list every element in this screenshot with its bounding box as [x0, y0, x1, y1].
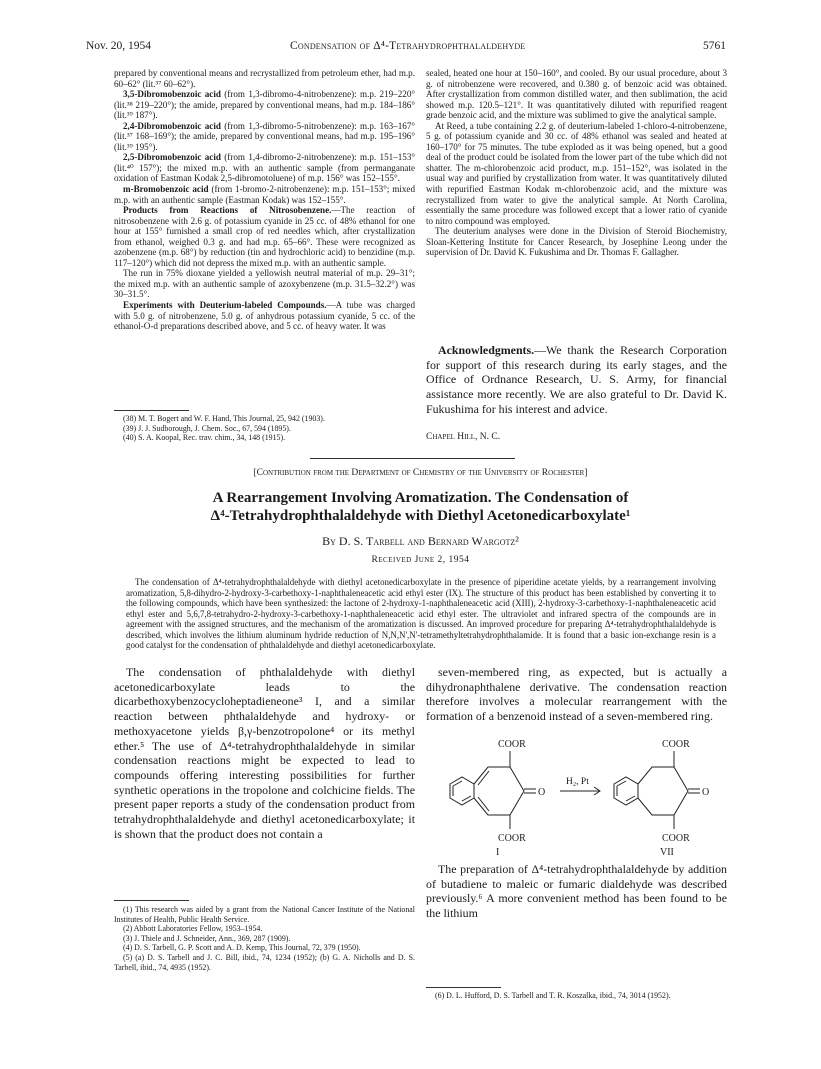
compound-label-i: I: [496, 847, 500, 857]
paragraph-text: (from 1,4-dibromo-2-nitrobenzene): m.p. 151–153° (lit.⁴⁰ 157°); the mixed m.p. with an authentic sample (from permanganate oxidation of Eastman Kodak 2,5-dibromotoluene) of m.p. 156° was 152–155°.: [114, 152, 416, 184]
section-divider: [310, 458, 515, 459]
substituent-label: COOR: [662, 833, 690, 844]
authors: By D. S. Tarbell and Bernard Wargotz²: [322, 534, 519, 548]
seven-membered-ring: [474, 767, 524, 815]
body-right-2: [426, 862, 727, 921]
abstract-text: The condensation of Δ⁴-tetrahydrophthalaldehyde with diethyl acetonedicarboxylate in the presence of piperidine acetate yields, by a rearrangement involving aromatization, 5,8-dihydro-2-hydroxy-3-carbethoxy-1-naphthaleneacetic acid ethyl ester (IX). The structure of this product has been established by converting it to the following compounds, which have been synthesized: the lactone of 2-hydroxy-1-naphthaleneacetic acid (XIII), 2-hydroxy-3-carbethoxy-1-naphthaleneacetic acid ethyl ester and 5,6,7,8-tetrahydro-2-hydroxy-3-carbethoxy-1-naphthaleneacetic acid ethyl ester. The ultraviolet and infrared spectra of the compounds are in agreement with the assigned structures, and the mechanism of the aromatization is discussed. An improved procedure for preparing Δ⁴-tetrahydrophthalaldehyde is described, which involves the lithium aluminum hydride reduction of N,N,N',N'-tetramethyltetrahydrophthalamide. It is found that a basic ion-exchange resin is a good catalyst for the condensation of phthalaldehyde and diethyl acetonedicarboxylate.: [126, 577, 716, 650]
abstract: [126, 577, 716, 651]
compound-name: 2,4-Dibromobenzoic acid: [123, 120, 221, 131]
footnotes-left: [114, 905, 415, 972]
paragraph: The deuterium analyses were done in the Division of Steroid Biochemistry, Sloan-Kettering Institute for Cancer Research, by Josephine Leong under the supervision of Dr. David K. Fukushima and Dr. Thomas F. Gallagher.: [426, 226, 727, 258]
paragraph: prepared by conventional means and recrystallized from petroleum ether, had m.p. 60–62° (lit.³⁷ 60–62°).: [114, 68, 415, 89]
substituent-label: COOR: [498, 739, 526, 750]
paragraph: seven-membered ring, as expected, but is actually a dihydronaphthalene derivative. The condensation reaction therefore involves a molecular rearrangement with the formation of a benzenoid instead of a seven-membered ring.: [426, 665, 727, 724]
oxygen-label: O: [702, 787, 710, 798]
right-column-continuation: [426, 68, 727, 258]
footnote: (2) Abbott Laboratories Fellow, 1953–1954.: [123, 924, 263, 934]
paragraph: sealed, heated one hour at 150–160°, and cooled. By our usual procedure, about 3 g. of nitrobenzene were recovered, and 0.380 g. of benzoic acid was obtained. After crystallization from common distilled water, and then sublimation, the acid showed m.p. 120.5–121°. It was quantitatively diluted with repurified reagent grade benzoic acid, and the mixture was sublimed to give the analytical sample.: [426, 68, 727, 121]
compound-name: m-Bromobenzoic acid: [123, 184, 209, 195]
footnote-rule: [114, 410, 189, 411]
paragraph-text: —A tube was charged with 5.0 g. of nitrobenzene, 5.0 g. of anhydrous potassium cyanide, 5 cc. of the ethanol-O-d preparations described above, and 5 cc. of heavy water. It was: [114, 300, 415, 332]
paragraph: [114, 89, 415, 121]
compound-name: 3,5-Dibromobenzoic acid: [123, 89, 221, 100]
footnote: (3) J. Thiele and J. Schneider, Ann., 369, 287 (1909).: [123, 933, 291, 943]
paragraph-text: (from 1,3-dibromo-4-nitrobenzene): m.p. 219–220° (lit.³⁸ 219–220°); the amide, prepared by conventional means, had m.p. 184–186° (lit.³⁹ 187°).: [114, 89, 416, 121]
body-left: [114, 665, 415, 841]
footnote: (1) This research was aided by a grant from the National Cancer Institute of the National Institutes of Health, Public Health Service.: [114, 905, 415, 924]
reference: (39) J. J. Sudborough, J. Chem. Soc., 67, 594 (1895).: [123, 423, 291, 433]
body-right-1: [426, 665, 727, 724]
reagent-label: H₂, Pt: [566, 777, 589, 787]
article-title-line-2: Δ⁴-Tetrahydrophthalaldehyde with Diethyl Acetonedicarboxylate¹: [210, 508, 631, 524]
paragraph: [426, 343, 727, 417]
reference: (40) S. A. Koopal, Rec. trav. chim., 34, 148 (1915).: [123, 433, 286, 443]
paragraph-text: —We thank the Research Corporation for support of this research during its early stages, and the Office of Ordnance Research, U. S. Army, for financial assistance more recently. We are also grateful to Dr. David K. Fukushima for his interest and advice.: [426, 343, 727, 416]
footnote-rule: [114, 900, 189, 901]
location: Chapel Hill, N. C.: [426, 432, 501, 442]
footnote: (5) (a) D. S. Tarbell and J. C. Bill, ibid., 74, 1234 (1952); (b) G. A. Nicholls and D. S. Tarbell, ibid., 74, 4935 (1952).: [114, 952, 415, 972]
acknowledgments: [426, 343, 727, 417]
footnotes-right: [426, 991, 727, 1001]
reference: (38) M. T. Bogert and W. F. Hand, This Journal, 25, 942 (1903).: [123, 414, 325, 423]
section-heading: Experiments with Deuterium-labeled Compounds.: [123, 300, 327, 311]
footnote: (6) D. L. Hufford, D. S. Tarbell and T. R. Koszalka, ibid., 74, 3014 (1952).: [435, 991, 671, 1000]
paragraph-text: (from 1-bromo-2-nitrobenzene): m.p. 151–153°; mixed m.p. with an authentic sample (Eastman Kodak) was 152–155°.: [114, 184, 415, 205]
paragraph: At Reed, a tube containing 2.2 g. of deuterium-labeled 1-chloro-4-nitrobenzene, 5 g. of potassium cyanide and 30 cc. of 48% ethanol was sealed and heated at 160–170° for 75 minutes. The tube exploded as it was being opened, but a good deal of the product could be isolated from the lower part of the tube which did not shatter. The m-chlorobenzoic acid product, m.p. 151–152°, was isolated in the usual way and purified by crystallization from water. It was quantitatively diluted with repurified Eastman Kodak m-chlorobenzoic acid, and the mixture was recrystallized from water to give the analytical sample. At North Carolina, essentially the same procedure was followed except that a lower ratio of cyanide to nitro compound was employed.: [426, 120, 727, 226]
left-column-continuation: [114, 68, 415, 332]
section-heading: Acknowledgments.: [438, 343, 535, 357]
paragraph: [114, 121, 415, 153]
substituent-label: COOR: [498, 833, 526, 844]
contribution-line: [Contribution from the Department of Chemistry of the University of Rochester]: [253, 468, 588, 478]
paragraph-text: —The reaction of nitrosobenzene with 2.6 g. of potassium cyanide in 25 cc. of 48% ethanol for one hour at 155° furnished a small crop of red needles which, after crystallization from ethanol, weighed 0.3 g. and had m.p. 65–66°. These were recognized as azobenzene (m.p. 68°) by reduction (tin and hydrochloric acid) to benzidine (m.p. 117–120°) which did not depress the mixed m.p. with an authentic sample.: [114, 205, 415, 268]
substituent-label: COOR: [662, 739, 690, 750]
paragraph: [114, 152, 415, 184]
section-heading: Products from Reactions of Nitrosobenzene.: [123, 205, 332, 216]
running-date: Nov. 20, 1954: [86, 40, 152, 52]
paragraph: The preparation of Δ⁴-tetrahydrophthalaldehyde by addition of butadiene to maleic or fumaric dialdehyde was described previously.⁶ A more convenient method has been found to be the lithium: [426, 862, 727, 921]
page-number: 5761: [703, 40, 726, 52]
article-title-line-1: A Rearrangement Involving Aromatization. The Condensation of: [212, 490, 629, 506]
paragraph: The run in 75% dioxane yielded a yellowish neutral material of m.p. 29–31°; the mixed m.p. with an authentic sample of azoxybenzene (m.p. 31.5–32.2°) was 30–31.5°.: [114, 268, 415, 300]
paragraph: The condensation of phthalaldehyde with diethyl acetonedicarboxylate leads to the dicarbethoxybenzocycloheptadieneone³ I, and a similar reaction between phthalaldehyde and hydroxy- or methoxyacetone yields β,γ-benzotropolone⁴ or its methyl ether.⁵ The use of Δ⁴-tetrahydrophthalaldehyde in similar condensation reactions might be expected to lead to compounds offering interesting possibilities for further synthetic operations in the tropolone and colchicine fields. The present paper reports a study of the condensation product from tetrahydrophthalaldehyde and diethyl acetonedicarboxylate; it is shown that the product does not contain a: [114, 665, 415, 841]
paragraph: [114, 205, 415, 268]
running-title: Condensation of Δ⁴-Tetrahydrophthalaldehyde: [290, 40, 526, 52]
compound-label-vii: VII: [660, 847, 674, 857]
oxygen-label: O: [538, 787, 546, 798]
seven-membered-ring: [638, 767, 688, 815]
footnote: (4) D. S. Tarbell, G. P. Scott and A. D. Kemp, This Journal, 72, 379 (1950).: [123, 943, 361, 953]
reaction-scheme: [426, 729, 727, 857]
left-references: [114, 414, 415, 443]
compound-name: 2,5-Dibromobenzoic acid: [123, 152, 221, 163]
paragraph: [114, 184, 415, 205]
received-date: Received June 2, 1954: [371, 555, 470, 565]
paragraph: [114, 300, 415, 332]
footnote-rule: [426, 987, 501, 988]
paragraph-text: (from 1,3-dibromo-5-nitrobenzene): m.p. 163–167° (lit.³⁷ 168–169°); the amide, prepared by conventional means, had m.p. 195–196° (lit.³⁹ 195°).: [114, 120, 416, 152]
